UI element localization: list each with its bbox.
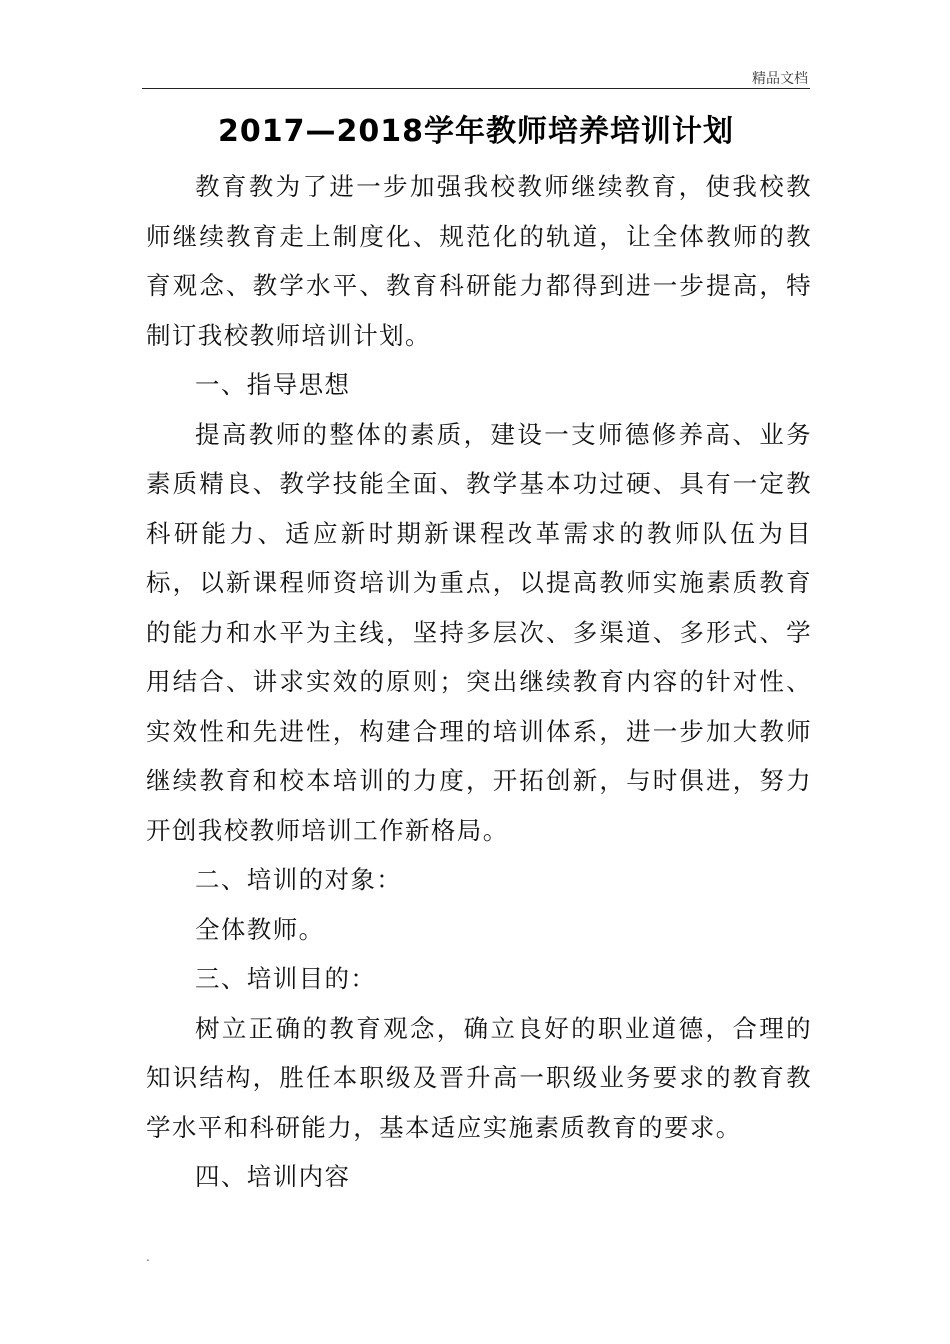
training-targets-paragraph: 全体教师。: [195, 914, 325, 944]
intro-paragraph: 教育教为了进一步加强我校教师继续教育，使我校教师继续教育走上制度化、规范化的轨道，让全体教师的教育观念、教学水平、教育科研能力都得到进一步提高，特制订我校教师培训计划。: [146, 172, 812, 350]
footer-mark: .: [146, 1250, 150, 1264]
training-purpose-paragraph: 树立正确的教育观念，确立良好的职业道德，合理的知识结构，胜任本职级及晋升高一职级业务要求的教育教学水平和科研能力，基本适应实施素质教育的要求。: [146, 1013, 812, 1142]
section-heading-guiding-thought: 一、指导思想: [195, 370, 351, 399]
section-heading-training-content: 四、培训内容: [195, 1162, 351, 1191]
section-heading-training-targets: 二、培训的对象：: [195, 865, 403, 894]
document-title: 2017—2018学年教师培养培训计划: [218, 114, 734, 149]
section-heading-training-purpose: 三、培训目的：: [195, 964, 377, 993]
document-body: [146, 162, 812, 1202]
guiding-thought-paragraph: 提高教师的整体的素质，建设一支师德修养高、业务素质精良、教学技能全面、教学基本功过硬、具有一定教科研能力、适应新时期新课程改革需求的教师队伍为目标，以新课程师资培训为重点，以提高教师实施素质教育的能力和水平为主线，坚持多层次、多渠道、多形式、学用结合、讲求实效的原则；突出继续教育内容的针对性、实效性和先进性，构建合理的培训体系，进一步加大教师继续教育和校本培训的力度，开拓创新，与时俱进，努力开创我校教师培训工作新格局。: [146, 419, 812, 845]
header-rule: [142, 88, 810, 89]
header-label: 精品文档: [752, 71, 808, 87]
